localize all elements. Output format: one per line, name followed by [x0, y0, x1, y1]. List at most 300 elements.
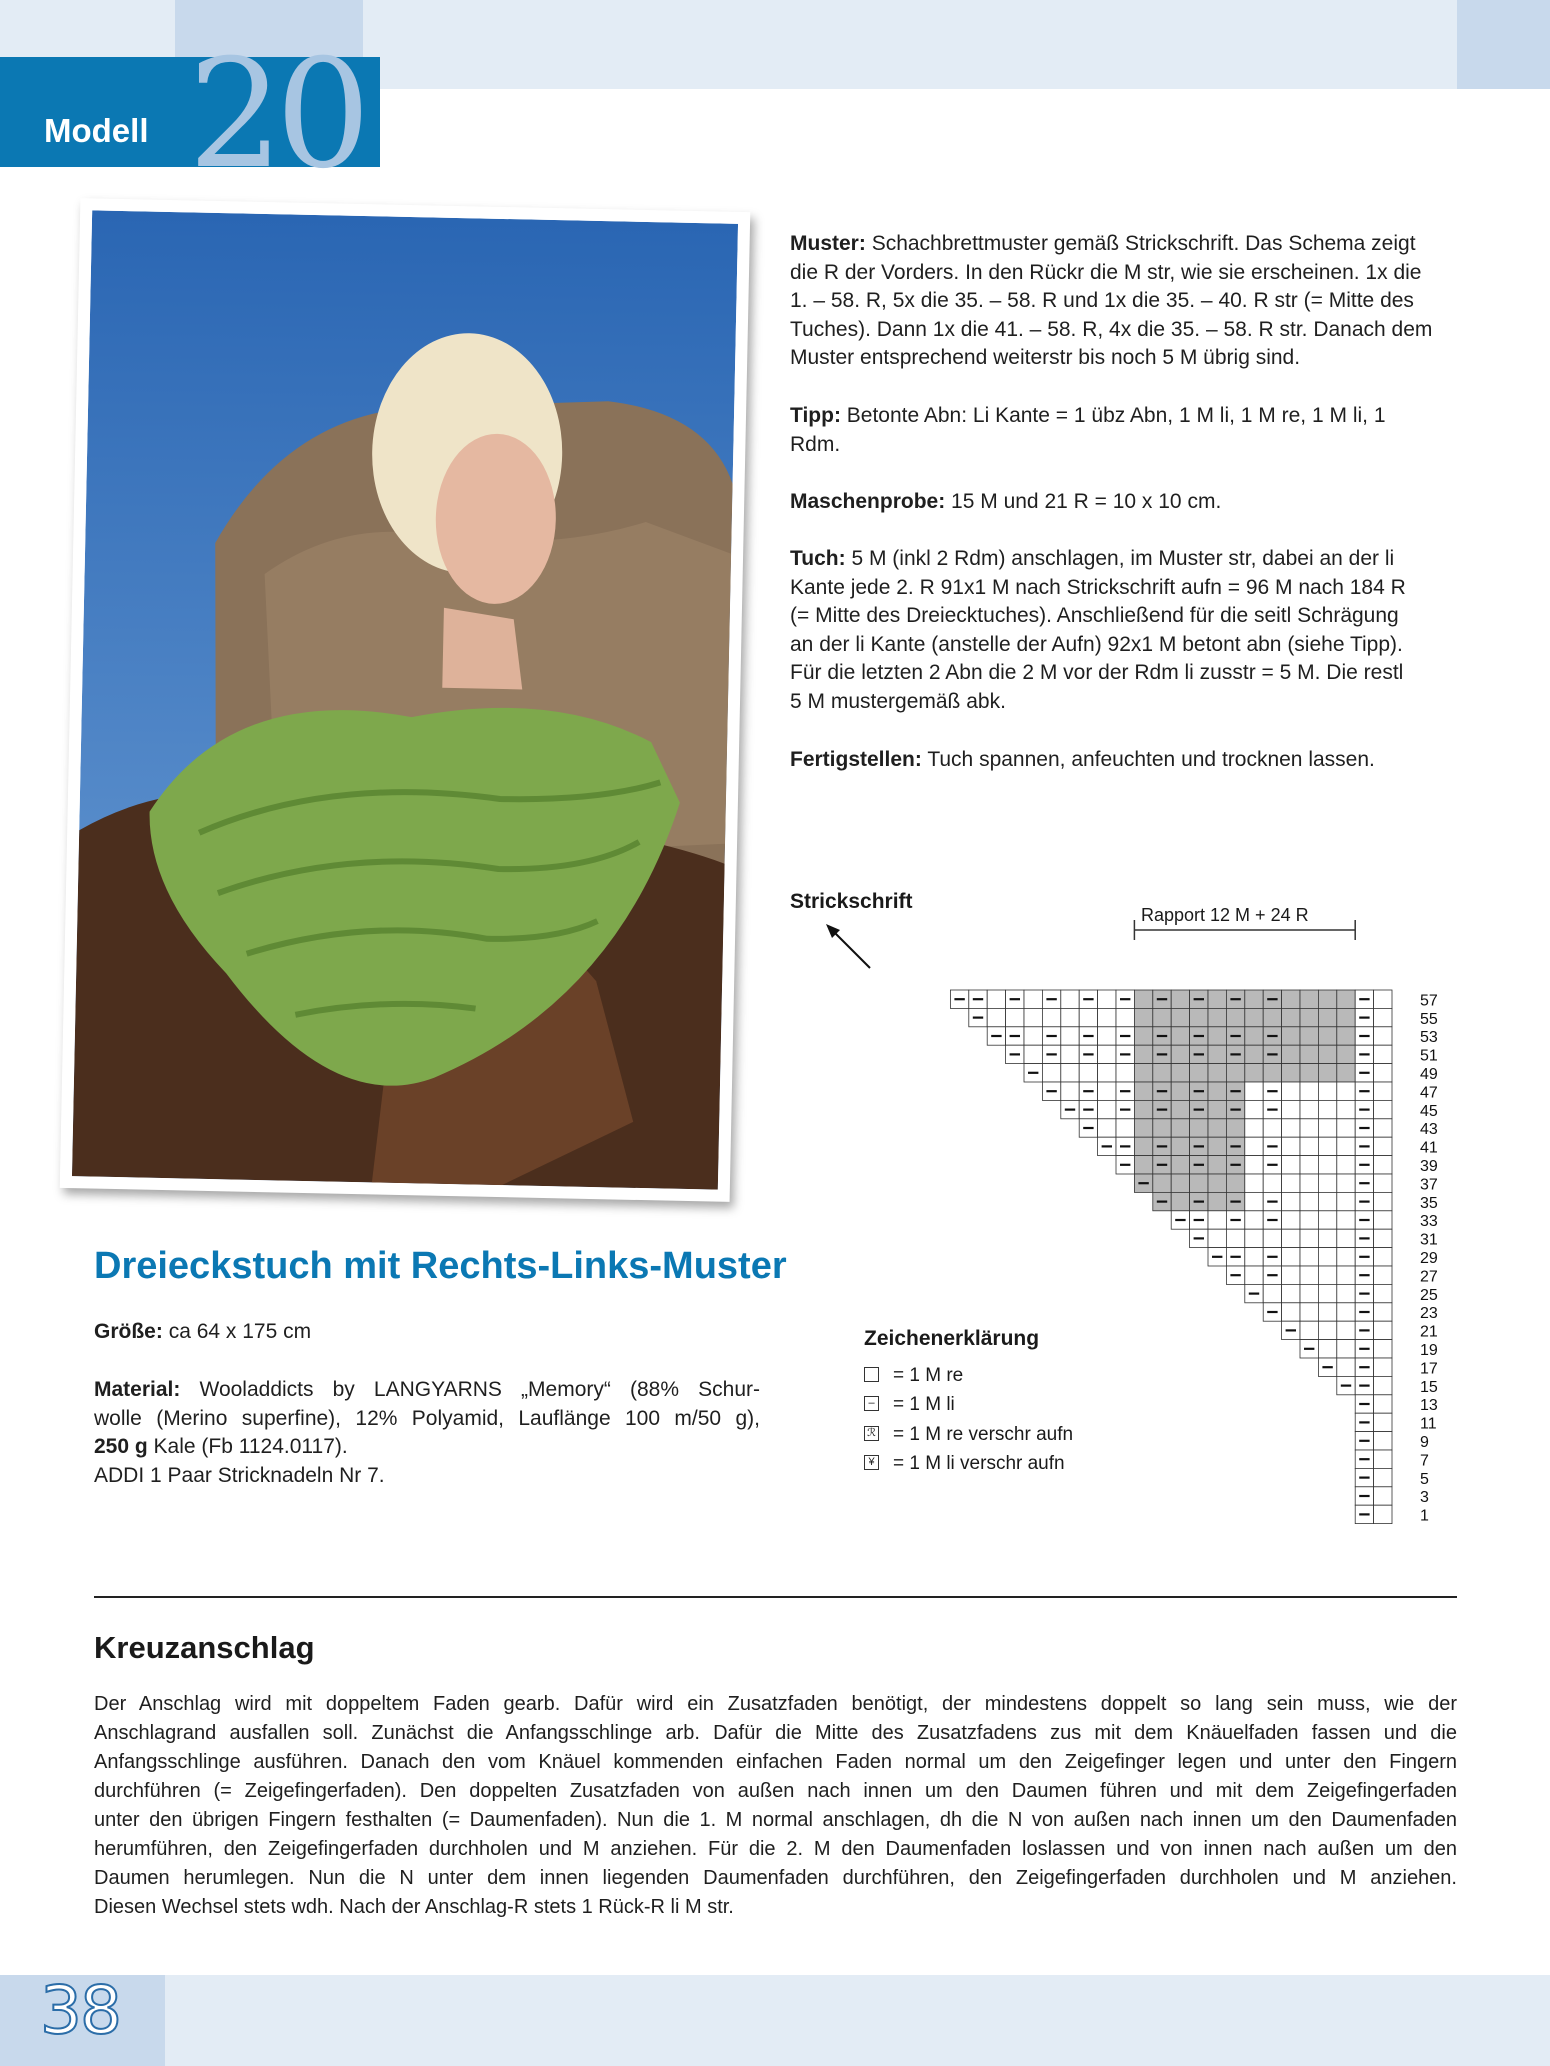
- material-line: wolle (Merino superfine), 12% Polyamid, Lauflänge 100 m/50 g),: [94, 1406, 760, 1430]
- row-label: 45: [1420, 1102, 1438, 1120]
- section-title: Kreuzanschlag: [94, 1630, 315, 1665]
- instr-line: Schachbrettmuster gemäß Strickschrift. Das Schema zeigt: [871, 232, 1416, 255]
- chart-cell: [1300, 1284, 1318, 1302]
- chart-cell: [1318, 1156, 1336, 1174]
- chart-cell: [1245, 1064, 1263, 1082]
- instr-line: 5 M (inkl 2 Rdm) anschlagen, im Muster str, dabei an der li: [851, 547, 1395, 570]
- section-divider: [94, 1596, 1457, 1598]
- chart-cell: [1282, 1303, 1300, 1321]
- material-info: [94, 1376, 760, 1490]
- chart-cell: [1374, 1174, 1392, 1192]
- chart-cell: [1061, 1064, 1079, 1082]
- chart-cell: [1245, 1266, 1263, 1284]
- chart-cell: [1006, 1008, 1024, 1026]
- chart-cell: [1208, 1082, 1226, 1100]
- chart-cell: [1374, 1450, 1392, 1468]
- chart-cell: [1208, 1008, 1226, 1026]
- chart-cell: [1134, 990, 1152, 1008]
- chart-cell: [1245, 1174, 1263, 1192]
- chart-cell: [1245, 1119, 1263, 1137]
- chart-cell: [1337, 1358, 1355, 1376]
- chart-cell: [1282, 1137, 1300, 1155]
- chart-cell: [1300, 1008, 1318, 1026]
- footer-band: [0, 1975, 1550, 2066]
- chart-cell: [1208, 1064, 1226, 1082]
- chart-cell: [1374, 1505, 1392, 1523]
- chart-cell: [1374, 1266, 1392, 1284]
- material-line: Wooladdicts by LANGYARNS „Memory“ (88% Schur-: [199, 1378, 760, 1401]
- chart-cell: [1282, 1192, 1300, 1210]
- instr-label: Maschenprobe:: [790, 490, 946, 513]
- instr-line: Für die letzten 2 Abn die 2 M vor der Rdm li zusstr = 5 M. Die restl: [790, 661, 1404, 684]
- chart-cell: [1300, 1229, 1318, 1247]
- chart-cell: [1318, 1174, 1336, 1192]
- instr-line: (= Mitte des Dreiecktuches). Anschließend für die seitl Schrägung: [790, 604, 1399, 627]
- row-label: 11: [1420, 1415, 1437, 1433]
- legend-text: = 1 M re: [893, 1365, 964, 1386]
- chart-cell: [1374, 1064, 1392, 1082]
- chart-cell: [1245, 990, 1263, 1008]
- chart-cell: [1282, 1119, 1300, 1137]
- chart-cell: [1337, 1100, 1355, 1118]
- chart-cell: [1300, 1045, 1318, 1063]
- chart-cell: [1318, 1266, 1336, 1284]
- chart-cell: [1263, 1064, 1281, 1082]
- chart-cell: [1337, 1284, 1355, 1302]
- chart-cell: [1282, 1008, 1300, 1026]
- chart-cell: [1300, 1119, 1318, 1137]
- chart-cell: [1318, 1321, 1336, 1339]
- chart-cell: [1300, 1248, 1318, 1266]
- row-label: 3: [1420, 1489, 1429, 1507]
- row-label: 23: [1420, 1305, 1438, 1323]
- chart-title: Strickschrift: [790, 890, 913, 913]
- chart-cell: [1098, 1119, 1116, 1137]
- material-line: ADDI 1 Paar Stricknadeln Nr 7.: [94, 1463, 385, 1487]
- chart-cell: [1116, 1064, 1134, 1082]
- legend-item: [864, 1364, 963, 1388]
- chart-cell: [1282, 1082, 1300, 1100]
- row-label: 29: [1420, 1250, 1438, 1267]
- chart-cell: [1171, 1192, 1189, 1210]
- chart-cell: [1300, 1137, 1318, 1155]
- chart-cell: [1374, 1358, 1392, 1376]
- row-label: 37: [1420, 1176, 1438, 1194]
- chart-cell: [1208, 1174, 1226, 1192]
- chart-cell: [1098, 990, 1116, 1008]
- instr-line: Muster entsprechend weiterstr bis noch 5 M übrig sind.: [790, 346, 1301, 369]
- chart-cell: [1024, 1008, 1042, 1026]
- row-label: 47: [1420, 1084, 1438, 1102]
- chart-cell: [1318, 1008, 1336, 1026]
- chart-cell: [1171, 1119, 1189, 1137]
- para-line: Der Anschlag wird mit doppeltem Faden gearb. Dafür wird ein Zusatzfaden benötigt, der mindestens doppelt so lang sein muss, wie der: [94, 1693, 1457, 1715]
- chart-cell: [987, 990, 1005, 1008]
- chart-cell: [1245, 1211, 1263, 1229]
- chart-cell: [1374, 1432, 1392, 1450]
- chart-cell: [1300, 1303, 1318, 1321]
- para-line: herumführen, den Zeigefingerfaden durchholen und M anziehen. Für die 2. M den Daumenfaden loslassen und von innen nach außen um den: [94, 1838, 1457, 1860]
- chart-cell: [1282, 1045, 1300, 1063]
- row-label: 39: [1420, 1158, 1438, 1175]
- modell-label: Modell: [44, 112, 149, 149]
- chart-cell: [1374, 1211, 1392, 1229]
- chart-cell: [1300, 990, 1318, 1008]
- chart-cell: [1337, 1064, 1355, 1082]
- symbol-knit-icon: [864, 1367, 879, 1382]
- chart-cell: [1337, 1229, 1355, 1247]
- chart-cell: [1024, 990, 1042, 1008]
- chart-cell: [1134, 1100, 1152, 1118]
- row-label: 31: [1420, 1231, 1438, 1249]
- instr-tuch: [790, 545, 1406, 716]
- chart-cell: [1190, 1174, 1208, 1192]
- row-label: 53: [1420, 1029, 1438, 1047]
- row-label: 13: [1420, 1397, 1438, 1415]
- chart-cell: [1245, 1229, 1263, 1247]
- row-label: 51: [1420, 1047, 1438, 1065]
- chart-cell: [1318, 1303, 1336, 1321]
- shawl-photo-illustration: [72, 210, 738, 1189]
- chart-cell: [1098, 1082, 1116, 1100]
- instr-line: Tuches). Dann 1x die 41. – 58. R, 4x die 35. – 58. R str. Danach dem: [790, 317, 1433, 341]
- size-info: [94, 1318, 311, 1347]
- instr-line: 15 M und 21 R = 10 x 10 cm.: [951, 490, 1222, 513]
- chart-cell: [1171, 1082, 1189, 1100]
- row-label: 5: [1420, 1470, 1429, 1488]
- chart-cell: [1245, 1192, 1263, 1210]
- chart-cell: [1134, 1064, 1152, 1082]
- chart-cell: [1245, 1248, 1263, 1266]
- chart-cell: [1226, 1008, 1244, 1026]
- chart-cell: [1208, 1045, 1226, 1063]
- row-label: 17: [1420, 1360, 1438, 1378]
- chart-cell: [1208, 1211, 1226, 1229]
- chart-cell: [1282, 1027, 1300, 1045]
- chart-cell: [1098, 1045, 1116, 1063]
- legend-item: [864, 1423, 1073, 1447]
- instr-tipp: [790, 402, 1386, 459]
- chart-cell: [1116, 1008, 1134, 1026]
- chart-cell: [1282, 1248, 1300, 1266]
- chart-cell: [1134, 1119, 1152, 1137]
- chart-cell: [1300, 1082, 1318, 1100]
- chart-cell: [1282, 990, 1300, 1008]
- chart-cell: [1208, 1137, 1226, 1155]
- row-label: 41: [1420, 1139, 1438, 1157]
- chart-cell: [1061, 1082, 1079, 1100]
- chart-cell: [1300, 1156, 1318, 1174]
- chart-cell: [1337, 990, 1355, 1008]
- chart-cell: [1300, 1064, 1318, 1082]
- chart-cell: [1374, 1413, 1392, 1431]
- para-line: Anfangsschlinge ausführen. Danach den vom Knäuel kommenden einfachen Faden normal um den Zeigefinger legen und unter den Fingern: [94, 1751, 1457, 1773]
- symbol-knit-increase-icon: ℛ: [864, 1426, 879, 1441]
- chart-cell: [1318, 1045, 1336, 1063]
- model-photo: [60, 198, 751, 1202]
- chart-cell: [1024, 1045, 1042, 1063]
- chart-cell: [1134, 1045, 1152, 1063]
- chart-cell: [1337, 1303, 1355, 1321]
- chart-cell: [1374, 1045, 1392, 1063]
- row-label: 57: [1420, 992, 1438, 1010]
- chart-cell: [1374, 1008, 1392, 1026]
- chart-cell: [1226, 1174, 1244, 1192]
- chart-cell: [1374, 1156, 1392, 1174]
- chart-cell: [1374, 1376, 1392, 1394]
- chart-cell: [1226, 1119, 1244, 1137]
- chart-cell: [1171, 1156, 1189, 1174]
- chart-cell: [1061, 990, 1079, 1008]
- chart-cell: [1337, 1008, 1355, 1026]
- para-line: Diesen Wechsel stets wdh. Nach der Anschlag-R stets 1 Rück-R li M str.: [94, 1896, 734, 1918]
- chart-cell: [1245, 1008, 1263, 1026]
- chart-cell: [1374, 1027, 1392, 1045]
- chart-cell: [1171, 1100, 1189, 1118]
- chart-cell: [1079, 1064, 1097, 1082]
- instr-label: Tipp:: [790, 404, 841, 427]
- instr-line: die R der Vorders. In den Rückr die M str, wie sie erscheinen. 1x die: [790, 260, 1422, 284]
- chart-cell: [1337, 1119, 1355, 1137]
- chart-cell: [1282, 1174, 1300, 1192]
- chart-cell: [1153, 1064, 1171, 1082]
- chart-cell: [1171, 1027, 1189, 1045]
- row-label: 15: [1420, 1378, 1438, 1396]
- chart-cell: [1337, 1156, 1355, 1174]
- modell-number: 20: [188, 28, 363, 202]
- chart-cell: [1374, 990, 1392, 1008]
- legend-item: [864, 1393, 955, 1417]
- chart-cell: [1374, 1303, 1392, 1321]
- chart-cell: [1337, 1082, 1355, 1100]
- chart-cell: [1374, 1321, 1392, 1339]
- chart-cell: [1282, 1100, 1300, 1118]
- chart-cell: [1208, 1156, 1226, 1174]
- chart-cell: [1245, 1045, 1263, 1063]
- row-label: 33: [1420, 1213, 1438, 1231]
- row-label: 49: [1420, 1066, 1438, 1083]
- chart-cell: [1208, 1229, 1226, 1247]
- legend-text: = 1 M re verschr aufn: [893, 1424, 1074, 1445]
- chart-cell: [1116, 1119, 1134, 1137]
- size-value: ca 64 x 175 cm: [168, 1320, 312, 1343]
- chart-cell: [1171, 1174, 1189, 1192]
- instr-muster: [790, 230, 1432, 373]
- chart-cell: [1318, 1229, 1336, 1247]
- instr-line: 1. – 58. R, 5x die 35. – 58. R und 1x die 35. – 40. R str (= Mitte des: [790, 289, 1414, 312]
- chart-cell: [1042, 1008, 1060, 1026]
- chart-cell: [1153, 1174, 1171, 1192]
- chart-cell: [1374, 1229, 1392, 1247]
- chart-cell: [1171, 1064, 1189, 1082]
- chart-cell: [1263, 1174, 1281, 1192]
- row-label: 1: [1420, 1507, 1429, 1525]
- chart-cell: [1374, 1284, 1392, 1302]
- chart-cell: [1337, 1321, 1355, 1339]
- chart-cell: [1208, 990, 1226, 1008]
- chart-cell: [1171, 1045, 1189, 1063]
- chart-cell: [1374, 1082, 1392, 1100]
- row-label: 27: [1420, 1268, 1438, 1286]
- chart-cell: [1337, 1211, 1355, 1229]
- chart-cell: [1061, 1027, 1079, 1045]
- para-line: durchführen (= Zeigefingerfaden). Den doppelten Zusatzfaden von außen nach innen um den Daumen führen und mit dem Zeigefingerfaden: [94, 1780, 1457, 1802]
- chart-cell: [1134, 1156, 1152, 1174]
- chart-cell: [1245, 1082, 1263, 1100]
- chart-cell: [1079, 1008, 1097, 1026]
- chart-cell: [1098, 1008, 1116, 1026]
- chart-cell: [1282, 1156, 1300, 1174]
- chart-cell: [1245, 1100, 1263, 1118]
- chart-cell: [1337, 1248, 1355, 1266]
- chart-cell: [1208, 1027, 1226, 1045]
- row-label: 7: [1420, 1452, 1429, 1470]
- symbol-purl-increase-icon: ¥: [864, 1455, 879, 1470]
- row-label: 35: [1420, 1194, 1438, 1212]
- instr-maschenprobe: [790, 488, 1221, 517]
- chart-cell: [1318, 1248, 1336, 1266]
- chart-cell: [1318, 1027, 1336, 1045]
- chart-cell: [1300, 1027, 1318, 1045]
- chart-cell: [1337, 1137, 1355, 1155]
- legend-text: = 1 M li: [893, 1394, 955, 1415]
- chart-cell: [1300, 1192, 1318, 1210]
- chart-cell: [1190, 1064, 1208, 1082]
- chart-cell: [1263, 1229, 1281, 1247]
- chart-cell: [1318, 1137, 1336, 1155]
- row-label: 19: [1420, 1342, 1438, 1359]
- chart-cell: [1318, 1211, 1336, 1229]
- chart-cell: [1300, 1211, 1318, 1229]
- header-tab-right: [1457, 0, 1550, 89]
- chart-cell: [1042, 1064, 1060, 1082]
- chart-cell: [1282, 1266, 1300, 1284]
- chart-cell: [1153, 1008, 1171, 1026]
- chart-cell: [987, 1008, 1005, 1026]
- chart-cell: [1171, 990, 1189, 1008]
- page-number: 38: [40, 1972, 120, 2049]
- material-amount: 250 g: [94, 1435, 148, 1458]
- chart-cell: [1153, 1119, 1171, 1137]
- chart-cell: [1024, 1027, 1042, 1045]
- chart-cell: [1263, 1119, 1281, 1137]
- chart-cell: [1245, 1137, 1263, 1155]
- chart-cell: [1226, 1229, 1244, 1247]
- chart-cell: [1208, 1192, 1226, 1210]
- instr-fertigstellen: [790, 746, 1375, 775]
- chart-cell: [1337, 1192, 1355, 1210]
- section-paragraph: [94, 1690, 1457, 1922]
- chart-cell: [1134, 1082, 1152, 1100]
- legend-text: = 1 M li verschr aufn: [893, 1453, 1065, 1474]
- row-label: 55: [1420, 1010, 1438, 1028]
- chart-cell: [1300, 1321, 1318, 1339]
- chart-cell: [1190, 1008, 1208, 1026]
- chart-cell: [1245, 1027, 1263, 1045]
- chart-cell: [1318, 990, 1336, 1008]
- chart-cell: [1171, 1137, 1189, 1155]
- chart-cell: [1300, 1100, 1318, 1118]
- chart-cell: [1098, 1064, 1116, 1082]
- chart-cell: [1318, 1284, 1336, 1302]
- symbol-purl-icon: –: [864, 1396, 879, 1411]
- para-line: Anschlagrand ausfallen soll. Zunächst die Anfangsschlinge arb. Dafür die Mitte des Zusatzfadens zus mit dem Knäuelfaden fassen und die: [94, 1722, 1457, 1744]
- chart-cell: [1134, 1008, 1152, 1026]
- chart-cell: [1318, 1192, 1336, 1210]
- legend-item: [864, 1452, 1065, 1476]
- chart-cell: [1337, 1174, 1355, 1192]
- chart-cell: [1300, 1174, 1318, 1192]
- chart-cell: [1374, 1119, 1392, 1137]
- chart-cell: [1061, 1045, 1079, 1063]
- para-line: unter den übrigen Fingern festhalten (= Daumenfaden). Nun die 1. M normal anschlagen, dh die N von außen nach innen um den Daumenfaden: [94, 1809, 1457, 1831]
- chart-cell: [1337, 1266, 1355, 1284]
- chart-cell: [1300, 1266, 1318, 1284]
- chart-cell: [1318, 1119, 1336, 1137]
- chart-cell: [1374, 1192, 1392, 1210]
- chart-cell: [1208, 1119, 1226, 1137]
- material-label: Material:: [94, 1378, 181, 1401]
- chart-cell: [1098, 1027, 1116, 1045]
- chart-cell: [1374, 1137, 1392, 1155]
- chart-cell: [1374, 1395, 1392, 1413]
- row-label: 21: [1420, 1323, 1438, 1341]
- chart-cell: [1134, 1027, 1152, 1045]
- chart-cell: [1374, 1487, 1392, 1505]
- chart-cell: [1318, 1340, 1336, 1358]
- chart-cell: [1263, 1284, 1281, 1302]
- chart-cell: [1098, 1100, 1116, 1118]
- material-line: Kale (Fb 1124.0117).: [153, 1435, 348, 1458]
- chart-cell: [1374, 1340, 1392, 1358]
- para-line: Daumen herumlegen. Nun die N unter dem innen liegenden Daumenfaden durchführen, den Zeigefingerfaden durchholen und M anziehen.: [94, 1867, 1457, 1889]
- chart-cell: [1263, 1008, 1281, 1026]
- chart-cell: [1318, 1100, 1336, 1118]
- instr-label: Fertigstellen:: [790, 748, 922, 771]
- row-label: 25: [1420, 1286, 1438, 1304]
- instr-line: an der li Kante (anstelle der Aufn) 92x1 M betont abn (siehe Tipp).: [790, 632, 1403, 656]
- chart-cell: [1190, 1119, 1208, 1137]
- instr-line: Rdm.: [790, 432, 841, 456]
- row-label: 9: [1420, 1434, 1429, 1451]
- chart-cell: [1282, 1211, 1300, 1229]
- instr-line: Tuch spannen, anfeuchten und trocknen lassen.: [927, 748, 1375, 771]
- chart-cell: [1337, 1027, 1355, 1045]
- chart-cell: [1061, 1008, 1079, 1026]
- instr-label: Muster:: [790, 232, 866, 255]
- chart-cell: [1282, 1284, 1300, 1302]
- instr-line: Kante jede 2. R 91x1 M nach Strickschrift aufn = 96 M nach 184 R: [790, 575, 1406, 599]
- chart-cell: [1374, 1248, 1392, 1266]
- legend-title: Zeichenerklärung: [864, 1327, 1040, 1350]
- chart-cell: [1134, 1137, 1152, 1155]
- chart-cell: [1374, 1100, 1392, 1118]
- model-title: Dreieckstuch mit Rechts-Links-Muster: [94, 1245, 787, 1287]
- size-label: Größe:: [94, 1320, 163, 1343]
- chart-cell: [1282, 1064, 1300, 1082]
- chart-cell: [1245, 1156, 1263, 1174]
- chart-cell: [1337, 1045, 1355, 1063]
- chart-cell: [1337, 1340, 1355, 1358]
- instr-label: Tuch:: [790, 547, 846, 570]
- rapport-label: Rapport 12 M + 24 R: [1141, 905, 1309, 925]
- chart-cell: [1282, 1229, 1300, 1247]
- row-label: 43: [1420, 1121, 1438, 1139]
- chart-cell: [1171, 1008, 1189, 1026]
- chart-cell: [1226, 1064, 1244, 1082]
- chart-cell: [1318, 1082, 1336, 1100]
- chart-cell: [1374, 1468, 1392, 1486]
